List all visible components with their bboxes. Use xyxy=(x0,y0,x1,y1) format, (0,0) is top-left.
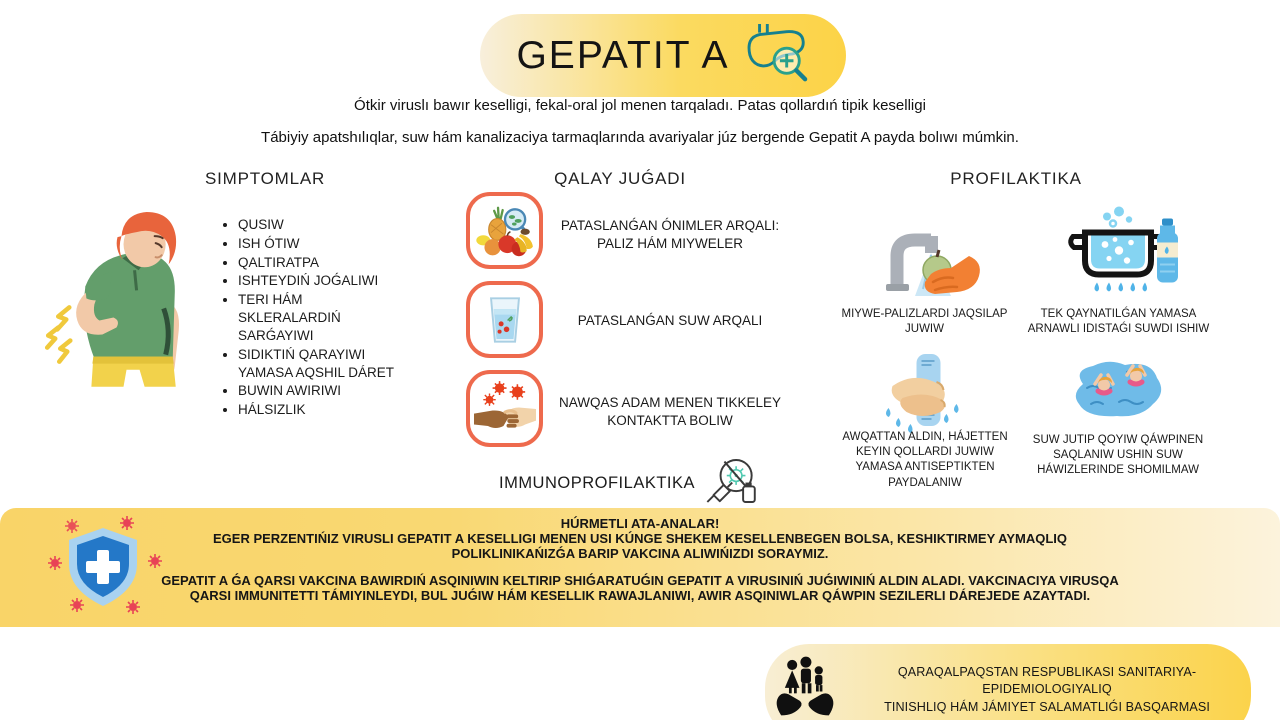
organization-name xyxy=(846,664,1248,716)
transmission-label: PATASLANǴAN SUW ARQALI xyxy=(577,313,763,328)
title-banner xyxy=(480,14,846,97)
transmission-header: QALAY JUǴADI xyxy=(554,169,686,188)
prevention-label: AWQATTAN ALDIN, HÁJETTEN KEYIN QOLLARDI JUWIW YAMASA ANTISEPTIKTEN PAYDALANIW xyxy=(842,431,1008,489)
symptoms-list xyxy=(222,216,400,420)
symptom-item: • ISH ÓTIW xyxy=(238,235,400,253)
symptom-item: • SIDIKTIŃ QARAYIWI YAMASA AQSHIL DÁRET xyxy=(238,346,400,382)
organization-line-1: QARAQALPAQSTAN RESPUBLIKASI SANITARIYA-EPIDEMIOLOGIYALIQ xyxy=(897,665,1197,697)
vaccine-virus-icon xyxy=(705,456,761,511)
banner-paragraph-2: GEPATIT A ǴA QARSI VAKCINA BAWIRDIŃ ASQINIWIN KELTIRIP SHIǴARATUǴIN GEPATIT A VIRUSINIŃ JUǴIWINIŃ ALDIN ALADI. VAKCINACIYA VIRUSQA QARSI IMMUNITETTI TÁMIYINLEYDI, BUL JUǴIW HÁM KESELLIK RAWAJLANIWI, AWIR ASQINIWLAR QÁWPIN SEZILERLI DÁREJEDE AZAYTADI. xyxy=(161,573,1119,604)
prevention-header: PROFILAKTIKA xyxy=(950,169,1082,188)
prevention-label: MIYWE-PALIZLARDI JAQSILAP JUWIW xyxy=(841,308,1008,336)
banner-text-block xyxy=(100,517,1180,604)
symptom-item: • QALTIRATPA xyxy=(238,254,400,272)
boiled-water-bottle-icon xyxy=(1063,204,1183,300)
intro-line-2: Tábiyiy apatshılıqlar, suw hám kanalizaciya tarmaqlarında avariyalar júz bergende Gepatit A payda bolıwı múmkin. xyxy=(261,129,1019,146)
banner-paragraph-1: EGER PERZENTIŃIZ VIRUSLI GEPATIT A KESELLIGI MENEN USI KÚNGE SHEKEM KESELLENBEGEN BOLSA, KESHIKTIRMEY AYMAQLIQ POLIKLINIKAŃIZǴA BARIP VAKCINA ALIWIŃIZDI SORAYMIZ. xyxy=(213,530,1067,561)
transmission-label: PATASLANǴAN ÓNIMLER ARQALI: PALIZ HÁM MIYWELER xyxy=(560,218,780,251)
transmission-label: NAWQAS ADAM MENEN TIKKELEY KONTAKTTA BOLIW xyxy=(558,395,782,428)
prevention-label: TEK QAYNATILǴAN YAMASA ARNAWLI IDISTAǴI SUWDI ISHIW xyxy=(1027,308,1210,336)
immuno-header-row xyxy=(460,456,800,511)
symptoms-header: SIMPTOMLAR xyxy=(205,169,326,188)
handshake-virus-icon xyxy=(466,370,543,447)
symptom-item: • BUWIN AWIRIWI xyxy=(238,382,400,400)
pain-bolts-icon xyxy=(47,307,70,361)
family-in-hands-icon xyxy=(772,653,838,719)
symptom-item: • TERI HÁM SKLERALARDIŃ SARǴAYIWI xyxy=(238,291,400,344)
contaminated-food-icon xyxy=(466,192,543,269)
symptom-item: • ISHTEYDIŃ JOǴALIWI xyxy=(238,272,400,290)
organization-line-2: TINISHLIQ HÁM JÁMIYET SALAMATLIǴI BASQARMASI xyxy=(884,699,1210,714)
contaminated-water-icon xyxy=(466,281,543,358)
hand-washing-icon xyxy=(876,352,972,434)
symptom-item: • HÁLSIZLIK xyxy=(238,401,400,419)
swimming-pond-icon xyxy=(1066,356,1168,428)
liver-magnifier-icon xyxy=(744,22,810,89)
prevention-label: SUW JUTIP QOYIW QÁWPINEN SAQLANIW USHIN SUW HÁWIZLERINDE SHOMILMAW xyxy=(1032,434,1204,477)
intro-line-1: Ótkir viruslı bawır keselligi, fekal-oral jol menen tarqaladı. Patas qollardıń tipik keselligi xyxy=(354,97,926,114)
person-back-pain-illustration xyxy=(22,206,218,442)
page-title: GEPATIT A xyxy=(516,33,730,77)
symptom-item: • QUSIW xyxy=(238,216,400,234)
washing-produce-icon xyxy=(872,210,984,302)
banner-heading: HÚRMETLI ATA-ANALAR! xyxy=(560,516,720,531)
immuno-header: IMMUNOPROFILAKTIKA xyxy=(498,474,696,492)
